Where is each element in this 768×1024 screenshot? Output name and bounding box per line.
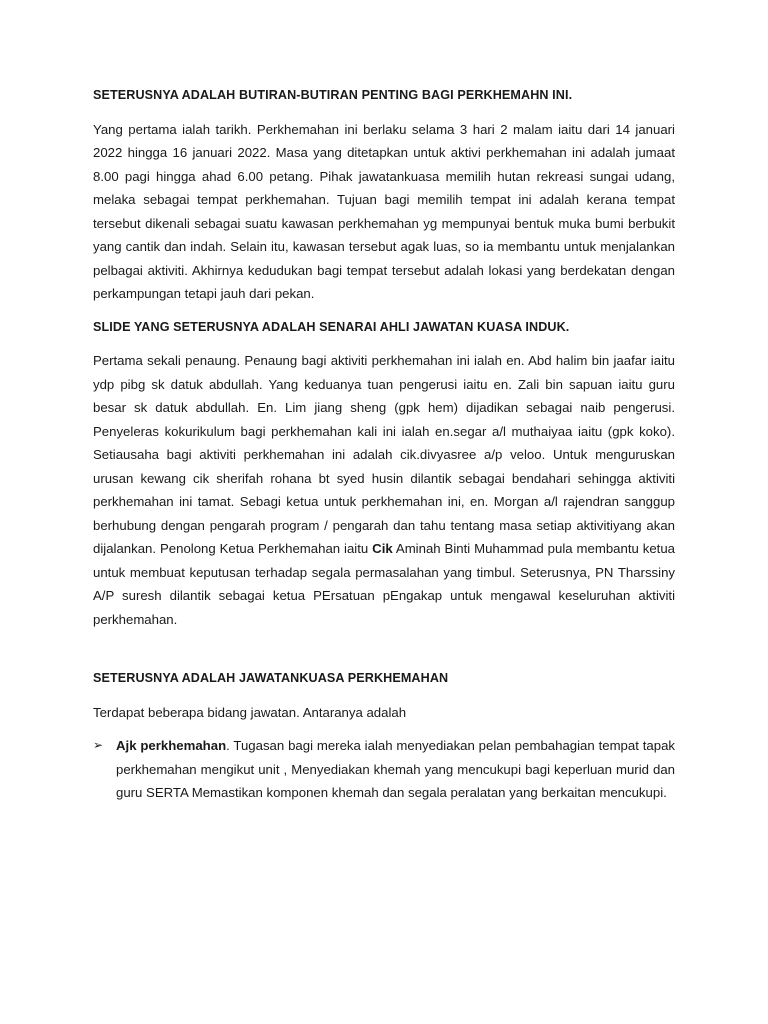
spacer bbox=[93, 306, 675, 316]
section-heading-details: SETERUSNYA ADALAH BUTIRAN-BUTIRAN PENTING BAGI PERKHEMAHN INI. bbox=[93, 88, 573, 102]
section-heading-camp-committee: SETERUSNYA ADALAH JAWATANKUASA PERKHEMAHAN bbox=[93, 671, 449, 685]
paragraph-committee-text-a: Pertama sekali penaung. Penaung bagi aktiviti perkhemahan ini ialah en. Abd halim bin jaafar iaitu ydp pibg sk datuk abdullah. Yang keduanya tuan pengerusi iaitu en. Zali bin sapuan iaitu guru besar sk datuk abdullah. En. Lim jiang sheng (gpk hem) dijadikan sebagai naib pengerusi. Penyeleras kokurikulum bagi perkhemahan kali ini ialah en.segar a/l muthaiyaa iaitu (gpk koko). Setiausaha bagi aktiviti perkhemahan ini adalah cik.divyasree a/p veloo. Untuk menguruskan urusan kewang cik sherifah rohana bt syed husin dilantik sebagai bendahari sehingga aktiviti perkhemahan ini tamat. Sebagi ketua untuk perkhemahan ini, en. Morgan a/l rajendran sanggup berhubung dengan pengarah program / pengarah dan tahu tentang masa setiap aktivitiyang akan dijalankan. Penolong Ketua Perkhemahan iaitu bbox=[93, 353, 675, 556]
section-heading-committee: SLIDE YANG SETERUSNYA ADALAH SENARAI AHLI JAWATAN KUASA INDUK. bbox=[93, 319, 570, 334]
spacer bbox=[93, 108, 675, 118]
spacer bbox=[93, 339, 675, 349]
paragraph-committee bbox=[93, 349, 675, 631]
paragraph-details: Yang pertama ialah tarikh. Perkhemahan ini berlaku selama 3 hari 2 malam iaitu dari 14 januari 2022 hingga 16 januari 2022. Masa yang ditetapkan untuk aktivi perkhemahan ini adalah jumaat 8.00 pagi hingga ahad 6.00 petang. Pihak jawatankuasa memilih hutan rekreasi sungai udang, melaka sebagai tempat perkhemahan. Tujuan bagi memilih tempat ini adalah kerana tempat tersebut dikenali sebagai suatu kawasan perkhemahan yg mempunyai bentuk muka bumi berbukit yang cantik dan indah. Selain itu, kawasan tersebut agak luas, so ia membantu untuk menjalankan pelbagai aktiviti. Akhirnya kedudukan bagi tempat tersebut adalah lokasi yang berdekatan dengan perkampungan tetapi jauh dari pekan. bbox=[93, 121, 675, 301]
document-page bbox=[93, 84, 675, 805]
list-item-bold: Ajk perkhemahan bbox=[116, 738, 227, 753]
list-item bbox=[93, 734, 675, 805]
paragraph-roles-intro: Terdapat beberapa bidang jawatan. Antaranya adalah bbox=[93, 704, 407, 720]
arrow-bullet-icon: ➢ bbox=[93, 738, 104, 752]
paragraph-committee-text-b: Aminah Binti Muhammad pula membantu ketua untuk membuat keputusan terhadap segala permasalahan yang timbul. Seterusnya, PN Tharssiny A/P suresh dilantik sebagai ketua PErsatuan pEngakap untuk mengawal keseluruhan aktiviti perkhemahan. bbox=[93, 541, 676, 627]
list-item-body: . Tugasan bagi mereka ialah menyediakan pelan pembahagian tempat tapak perkhemahan mengikut unit , Menyediakan khemah yang mencukupi bagi keperluan murid dan guru SERTA Memastikan komponen khemah dan segala peralatan yang berkaitan mencukupi. bbox=[116, 738, 675, 800]
paragraph-committee-bold: Cik bbox=[372, 541, 393, 556]
spacer bbox=[93, 691, 675, 701]
spacer bbox=[93, 724, 675, 734]
list-item-text bbox=[116, 734, 675, 805]
spacer bbox=[93, 631, 675, 667]
